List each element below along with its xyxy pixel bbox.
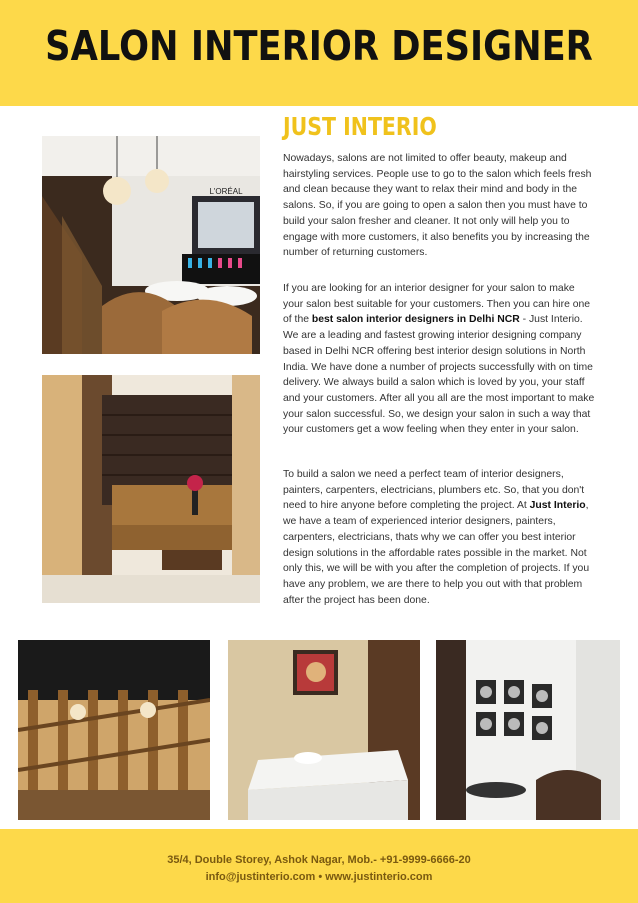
photo-wash-station	[436, 640, 620, 820]
paragraph-hire	[283, 281, 595, 438]
loreal-sign: L'ORÉAL	[209, 187, 243, 196]
photo-salon-partitions	[18, 640, 210, 820]
paragraph-hire-bold: best salon interior designers in Delhi NCR	[311, 314, 520, 326]
footer-address: 35/4, Double Storey, Ashok Nagar, Mob.- +91-9999-6666-20	[167, 854, 471, 866]
paragraph-team-start: To build a salon we need a perfect team of interior designers, painters, carpenters, electricians, plumbers etc. So, that you don't need to hire anyone before completing the project. At	[283, 469, 585, 512]
header-banner	[0, 0, 638, 106]
photo-salon-lounge	[42, 375, 260, 603]
paragraph-team-end: , we have a team of experienced interior designers, painters, carpenters, electricians, thats why we can offer you best interior design solutions in the affordable rates possible in the market. Not only this, we will be with you after the completion of projects. If you have any problem, we are there to help you out with that problem after the project has been done.	[283, 500, 590, 606]
photo-salon-wash-area	[42, 136, 260, 354]
paragraph-team-bold: Just Interio	[529, 500, 586, 512]
paragraph-hire-start: If you are looking for an interior designer for your salon to make your salon best suitable for your customers. Then you can hire one of the	[283, 283, 591, 326]
paragraph-team	[283, 467, 595, 608]
paragraph-intro: Nowadays, salons are not limited to offer beauty, makeup and hairstyling services. People use to go to the salon which feels fresh and clean because they want to relax their mind and body in the salons. So, if you are going to open a salon then you must have to build your salon fresher and cleaner. It not only will help you to engage with more customers, it also benefits you by increasing the number of returning customers.	[283, 153, 592, 259]
footer-banner	[0, 829, 638, 903]
paragraph-hire-end: - Just Interio. We are a leading and fastest growing interior designing company based in Delhi NCR offering best interior design solutions in North India. We have done a number of projects successfully with on time delivery. We always build a salon which is loved by you, your staff and your customers. After all you all are the most important to make your salon successful. So, we design your salon in such a way that your customers get a wow feeling when they enter in your salon.	[283, 314, 595, 436]
page-title: SALON INTERIOR DESIGNER	[45, 22, 593, 70]
footer-contact: info@justinterio.com • www.justinterio.com	[205, 871, 433, 883]
photo-treatment-room	[228, 640, 420, 820]
section-subtitle: JUST INTERIO	[283, 112, 437, 141]
